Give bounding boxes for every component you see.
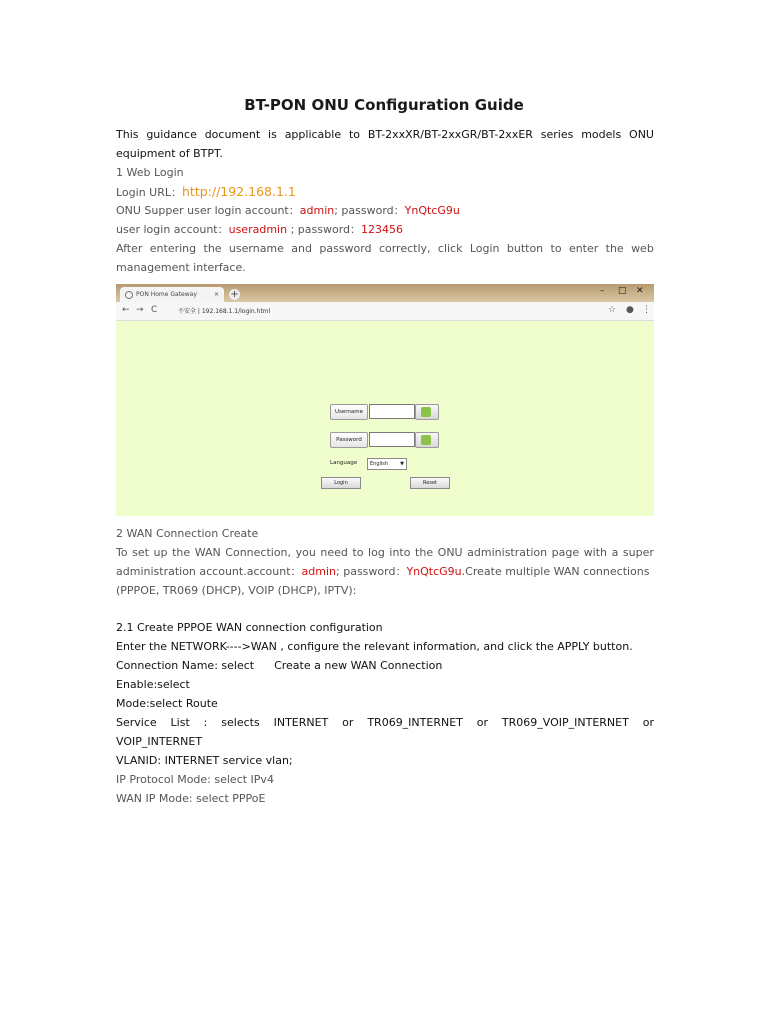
pppoe-wan-ip-mode: WAN IP Mode: select PPPoE (116, 792, 266, 805)
after-login-line-1-word: enter (568, 242, 599, 255)
bookmark-star-icon[interactable]: ☆ (608, 305, 617, 315)
after-login-line-1-word: entering (149, 242, 197, 255)
wan-create-line-1-word: into (389, 546, 411, 559)
account-icon[interactable]: ● (626, 305, 634, 315)
after-login-line-1-word: the (203, 242, 222, 255)
after-login-line-1-word: button (506, 242, 544, 255)
service-list-word: : (203, 716, 208, 729)
wan-create-line-1-word: WAN (194, 546, 221, 559)
super-account-value: admin (299, 204, 335, 217)
username-input[interactable] (369, 404, 415, 419)
reset-button[interactable]: Reset (410, 477, 450, 489)
intro-line-1-word: is (268, 128, 277, 141)
pppoe-step-1: Enter the NETWORK---->WAN , configure the relevant information, and click the APPLY button. (116, 640, 633, 653)
intro-line-1-word: models (581, 128, 622, 141)
wan-create-line-1-word: log (368, 546, 385, 559)
wan-create-line-1-word: page (551, 546, 580, 559)
after-login-line-1-word: correctly, (378, 242, 431, 255)
forward-arrow-icon[interactable]: → (136, 305, 144, 315)
service-list-word: TR069_INTERNET (367, 716, 463, 729)
after-login-line-1-word: Login (469, 242, 500, 255)
intro-line-1-word: applicable (284, 128, 342, 141)
user-password-label: ; password： (287, 223, 362, 236)
window-close-icon[interactable]: ✕ (636, 286, 644, 296)
section-heading-web-login: 1 Web Login (116, 166, 184, 179)
wan-create-account-label: administration account.account： (116, 565, 302, 578)
wan-create-line-1-word: set (132, 546, 149, 559)
reload-icon[interactable]: C (151, 305, 158, 315)
login-form (116, 284, 654, 516)
after-login-line-1-word: web (631, 242, 654, 255)
after-login-line-1-word: password (319, 242, 372, 255)
wan-create-line-1-word: Connection, (225, 546, 292, 559)
pppoe-service-list-line-1 (116, 713, 654, 732)
intro-line-1-word: guidance (146, 128, 197, 141)
pppoe-mode: Mode:select Route (116, 697, 218, 710)
service-list-word: or (476, 716, 489, 729)
after-login-line-1-word: After (116, 242, 143, 255)
intro-line-1-word: document (204, 128, 261, 141)
wan-create-line-3: (PPPOE, TR069 (DHCP), VOIP (DHCP), IPTV): (116, 584, 357, 597)
browser-tab-title: PON Home Gateway (136, 291, 197, 298)
wan-create-line-1-word: administration (467, 546, 548, 559)
service-list-word: INTERNET (273, 716, 329, 729)
after-login-line-1 (116, 239, 654, 258)
wan-create-line-1-word: you (295, 546, 316, 559)
wan-create-line-2 (116, 562, 654, 581)
intro-line-1-word: BT-2xxXR/BT-2xxGR/BT-2xxER (367, 128, 533, 141)
pppoe-ip-protocol: IP Protocol Mode: select IPv4 (116, 773, 274, 786)
wan-create-line-1-word: To (116, 546, 128, 559)
login-url-label: Login URL： (116, 186, 182, 199)
service-list-word: or (642, 716, 654, 729)
wan-create-line-1-word: ONU (437, 546, 463, 559)
password-label: Password (330, 432, 368, 448)
pppoe-enable: Enable:select (116, 678, 190, 691)
intro-line-1-word: to (348, 128, 360, 141)
wan-create-line-1-word: with (583, 546, 608, 559)
password-field-end (415, 432, 439, 448)
wan-create-line-1 (116, 543, 654, 562)
wan-create-suffix: .Create multiple WAN connections (461, 565, 650, 578)
after-login-line-1-word: username (228, 242, 284, 255)
super-password-value: YnQtcG9u (404, 204, 460, 217)
user-account-line (116, 220, 654, 239)
wan-create-line-1-word: to (352, 546, 364, 559)
window-minimize-icon[interactable]: – (600, 286, 605, 296)
section-heading-wan-create: 2 WAN Connection Create (116, 527, 259, 540)
service-list-word: selects (221, 716, 260, 729)
password-input[interactable] (369, 432, 415, 447)
service-list-word: Service (116, 716, 157, 729)
lock-icon (421, 435, 431, 445)
intro-line-1-word: ONU (629, 128, 654, 141)
service-list-word: TR069_VOIP_INTERNET (501, 716, 629, 729)
user-password-value: 123456 (361, 223, 404, 236)
new-tab-button[interactable]: + (230, 289, 239, 300)
intro-line-2: equipment of BTPT. (116, 147, 223, 160)
super-account-line (116, 201, 654, 220)
menu-icon[interactable]: ⋮ (642, 305, 651, 315)
after-login-line-1-word: the (605, 242, 624, 255)
login-url-link[interactable]: http://192.168.1.1 (182, 184, 296, 199)
username-label: Username (330, 404, 368, 420)
intro-line-1-word: This (116, 128, 139, 141)
wan-create-account-value: admin (301, 565, 337, 578)
wan-create-password-label: ; password： (336, 565, 407, 578)
wan-create-line-1-word: the (415, 546, 434, 559)
wan-create-line-1-word: a (611, 546, 619, 559)
after-login-line-1-word: and (291, 242, 312, 255)
url-input[interactable]: 不安全 | 192.168.1.1/login.html (178, 308, 271, 315)
wan-create-line-1-word: super (622, 546, 654, 559)
username-field-end (415, 404, 439, 420)
wan-create-line-1-word: up (153, 546, 168, 559)
after-login-line-2: management interface. (116, 261, 246, 274)
login-button[interactable]: Login (321, 477, 361, 489)
connection-name-label: Connection Name: select (116, 659, 255, 672)
wan-create-line-1-word: the (172, 546, 191, 559)
window-maximize-icon[interactable]: □ (618, 286, 627, 296)
document-title: BT-PON ONU Configuration Guide (244, 96, 524, 114)
language-select-value: English (370, 461, 389, 467)
user-account-label: user login account： (116, 223, 229, 236)
pppoe-connection-name (116, 656, 654, 675)
tab-close-icon[interactable]: × (213, 291, 219, 298)
service-list-word: or (342, 716, 354, 729)
user-account-value: useradmin (228, 223, 288, 236)
back-arrow-icon[interactable]: ← (122, 305, 130, 315)
intro-line-1-word: series (540, 128, 574, 141)
intro-line-1 (116, 125, 654, 144)
section-heading-pppoe: 2.1 Create PPPOE WAN connection configuration (116, 621, 383, 634)
after-login-line-1-word: to (550, 242, 562, 255)
chevron-down-icon: ▼ (400, 461, 404, 467)
user-icon (421, 407, 431, 417)
connection-name-value: Create a new WAN Connection (274, 659, 443, 672)
service-list-word: List (170, 716, 190, 729)
language-label: Language (330, 460, 358, 466)
wan-create-password-value: YnQtcG9u (406, 565, 462, 578)
login-url-line (116, 182, 654, 202)
super-account-label: ONU Supper user login account： (116, 204, 300, 217)
wan-create-line-1-word: need (320, 546, 348, 559)
pppoe-service-list-line-2: VOIP_INTERNET (116, 735, 203, 748)
super-password-label: ; password： (334, 204, 405, 217)
pppoe-vlan: VLANID: INTERNET service vlan; (116, 754, 293, 767)
after-login-line-1-word: click (437, 242, 463, 255)
language-select[interactable] (367, 458, 407, 470)
login-page-screenshot (116, 284, 654, 516)
